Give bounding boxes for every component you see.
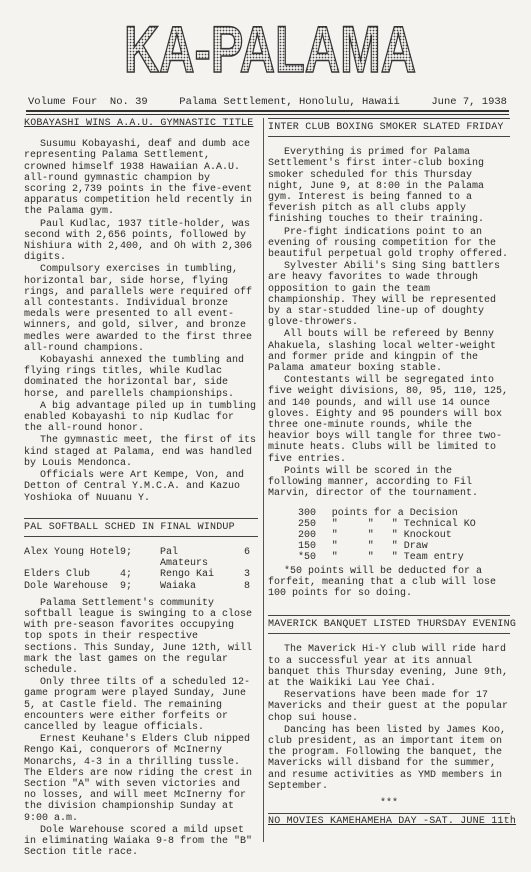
paragraph: Ernest Keuhane's Elders Club nipped Rengo Kai, conquerors of McInerny Monarchs, 4-3 in a thrilling tussle. The Elders are now riding the crest in Section "A" with seven victories and no losses, and will meet McInerny for the division championship Sunday at 9:00 a.m. — [24, 734, 253, 824]
paragraph: Only three tilts of a scheduled 12-game program were played Sunday, June 5, at Castle field. The remaining encounters were either forfeits or cancelled by league officials. — [24, 677, 251, 733]
headline-banquet: MAVERICK BANQUET LISTED THURSDAY EVENING — [268, 615, 510, 634]
headline-softball: PAL SOFTBALL SCHED IN FINAL WINDUP — [24, 518, 258, 537]
points-row — [298, 541, 510, 552]
score-cell-score1: 4; — [120, 569, 133, 581]
masthead-title: KA-PALAMA — [124, 12, 416, 86]
score-cell-team2: Rengo Kai — [160, 569, 215, 581]
paragraph: A big advantage piled up in tumbling enabled Kobayashi to nip Kudlac for the all-round honor. — [24, 400, 257, 435]
points-cell-pts: 200 — [298, 529, 317, 541]
points-cell-label: " " " Team entry — [331, 552, 464, 564]
headline-boxing: INTER CLUB BOXING SMOKER SLATED FRIDAY — [268, 118, 510, 137]
article-gymnastics — [24, 118, 258, 504]
points-row — [298, 530, 510, 541]
column-divider — [263, 118, 264, 842]
points-cell-pts: 150 — [298, 541, 317, 553]
points-cell-label: " " " Knockout — [331, 529, 452, 541]
score-cell-team1: Elders Club — [24, 569, 91, 581]
paragraph: Palama Settlement's community softball league is swinging to a close with pre-season favorites occupying top spots in their respective sections. This Sunday, June 12th, will mark the last games on the regular schedule. — [24, 597, 253, 676]
masthead — [120, 8, 420, 86]
score-cell-team1: Dole Warehouse — [24, 580, 109, 592]
paragraph: Susumu Kobayashi, deaf and dumb ace representing Palama Settlement, crowned himself 1938 Hawaiian A.A.U. all-round gymnastic champion by scoring 2,739 points in the five-event apparatus competition held recently in the Palama gym. — [24, 139, 253, 218]
score-cell-team1: Alex Young Hotel — [24, 546, 121, 558]
points-row — [298, 552, 510, 563]
paragraph: Dancing has been listed by James Koo, club president, as an important item on the program. Following the banquet, the Mavericks will disband for the summer, and resume activities as YMD members in September. — [268, 724, 507, 792]
right-column — [268, 118, 517, 841]
article-boxing — [268, 118, 510, 599]
points-cell-label: points for a Decision — [331, 507, 458, 519]
paragraph: Contestants will be segregated into five weight divisions, 80, 95, 110, 125, and 140 pounds, and will use 14 ounce gloves. Eighty and 95 pounders will box three one-minute rounds, while the heavior boys will tangle for three two-minute heats. Clubs will be limited to five entries. — [268, 375, 509, 465]
points-footnote: *50 points will be deducted for a forfeit, meaning that a club will lose 100 points for so doing. — [268, 565, 497, 599]
paragraph: Dole Warehouse scored a mild upset in eliminating Waiaka 9-8 from the "B" Section title race. — [24, 824, 253, 859]
score-cell-score2: 6 — [243, 546, 250, 558]
masthead-logo — [120, 8, 420, 86]
paragraph: Everything is primed for Palama Settlement's first inter-club boxing smoker scheduled for this Thursday night, June 9, at 8:00 in the Palama gym. Interest is being fanned to a feverish pitch as all clubs apply finishing touches to their training. — [268, 147, 485, 226]
paragraph: The gymnastic meet, the first of its kind staged at Palama, end was handled by Louis Mendonca. — [24, 435, 257, 469]
paragraph: Sylvester Abili's Sing Sing battlers are heavy favorites to wade through opposition to gain the team championship. They will be represented by a star-studded line-up of doughty glove-throwers. — [268, 261, 501, 329]
notice-no-movies: NO MOVIES KAMEHAMEHA DAY -SAT. JUNE 11th — [268, 813, 510, 827]
dateline-place: Palama Settlement, Honolulu, Hawaii — [179, 96, 400, 108]
paragraph: Points will be scored in the following manner, according to Fil Marvin, director of the tournament. — [268, 465, 479, 500]
paragraph: Reservations have been made for 17 Mavericks and their guest at the popular chop sui house. — [268, 690, 509, 724]
points-row — [298, 508, 510, 519]
score-row — [24, 547, 258, 569]
score-cell-score1: 9; — [120, 546, 133, 558]
points-table — [298, 508, 510, 564]
score-cell-team2: Pal Amateurs — [160, 546, 209, 570]
header-rule — [26, 110, 509, 115]
score-cell-score2: 3 — [243, 569, 250, 581]
score-cell-team2: Waiaka — [160, 580, 197, 592]
paragraph: Kobayashi annexed the tumbling and flying rings titles, while Kudlac dominated the horizontal bar, side horse, and parellels championships. — [24, 355, 245, 400]
score-cell-score1: 9; — [120, 580, 133, 592]
score-row — [24, 581, 258, 592]
paragraph: Paul Kudlac, 1937 title-holder, was second with 2,656 points, followed by Nishiura with 2,400, and Oh with 2,306 digits. — [24, 218, 253, 264]
points-cell-label: " " " Technical KO — [331, 518, 476, 530]
paragraph: The Maverick Hi-Y club will ride hard to a successful year at its annual banquet this Thursday evening, June 9th, at the Waikiki Lau Yee Chai. — [268, 644, 509, 689]
paragraph: All bouts will be refereed by Benny Ahakuela, slashing local welter-weight and former pride and kingpin of the Palama amateur boxing stable. — [268, 329, 497, 375]
softball-scores — [24, 547, 258, 592]
points-cell-pts: 300 — [298, 507, 317, 519]
volume-number: Volume Four No. 39 — [28, 96, 148, 108]
points-cell-pts: 250 — [298, 518, 317, 530]
points-cell-label: " " " Draw — [331, 541, 428, 553]
paragraph: Officials were Art Kempe, Von, and Detton of Central Y.M.C.A. and Kazuo Yoshioka of Nuuanu Y. — [24, 470, 245, 504]
points-row — [298, 519, 510, 530]
paragraph: Compulsory exercises in tumbling, horizontal bar, side horse, flying rings, and parallels were required off all contestants. Individual bronze medals were presented to all event-winners, and gold, silver, and bronze medles were awarded to the first three all-round champions. — [24, 264, 253, 354]
section-break-stars: *** — [379, 797, 398, 809]
article-softball — [24, 518, 258, 859]
points-cell-pts: *50 — [298, 552, 317, 564]
article-banquet — [268, 615, 517, 828]
score-cell-score2: 8 — [243, 580, 250, 592]
dateline-date: June 7, 1938 — [431, 96, 507, 108]
dateline — [28, 96, 507, 108]
headline-gymnastics: KOBAYASHI WINS A.A.U. GYMNASTIC TITLE — [24, 118, 254, 129]
paragraph: Pre-fight indications point to an evening of rousing competition for the beautiful perpetual gold trophy offered. — [268, 226, 509, 261]
left-column — [24, 118, 258, 872]
score-row — [24, 569, 258, 580]
